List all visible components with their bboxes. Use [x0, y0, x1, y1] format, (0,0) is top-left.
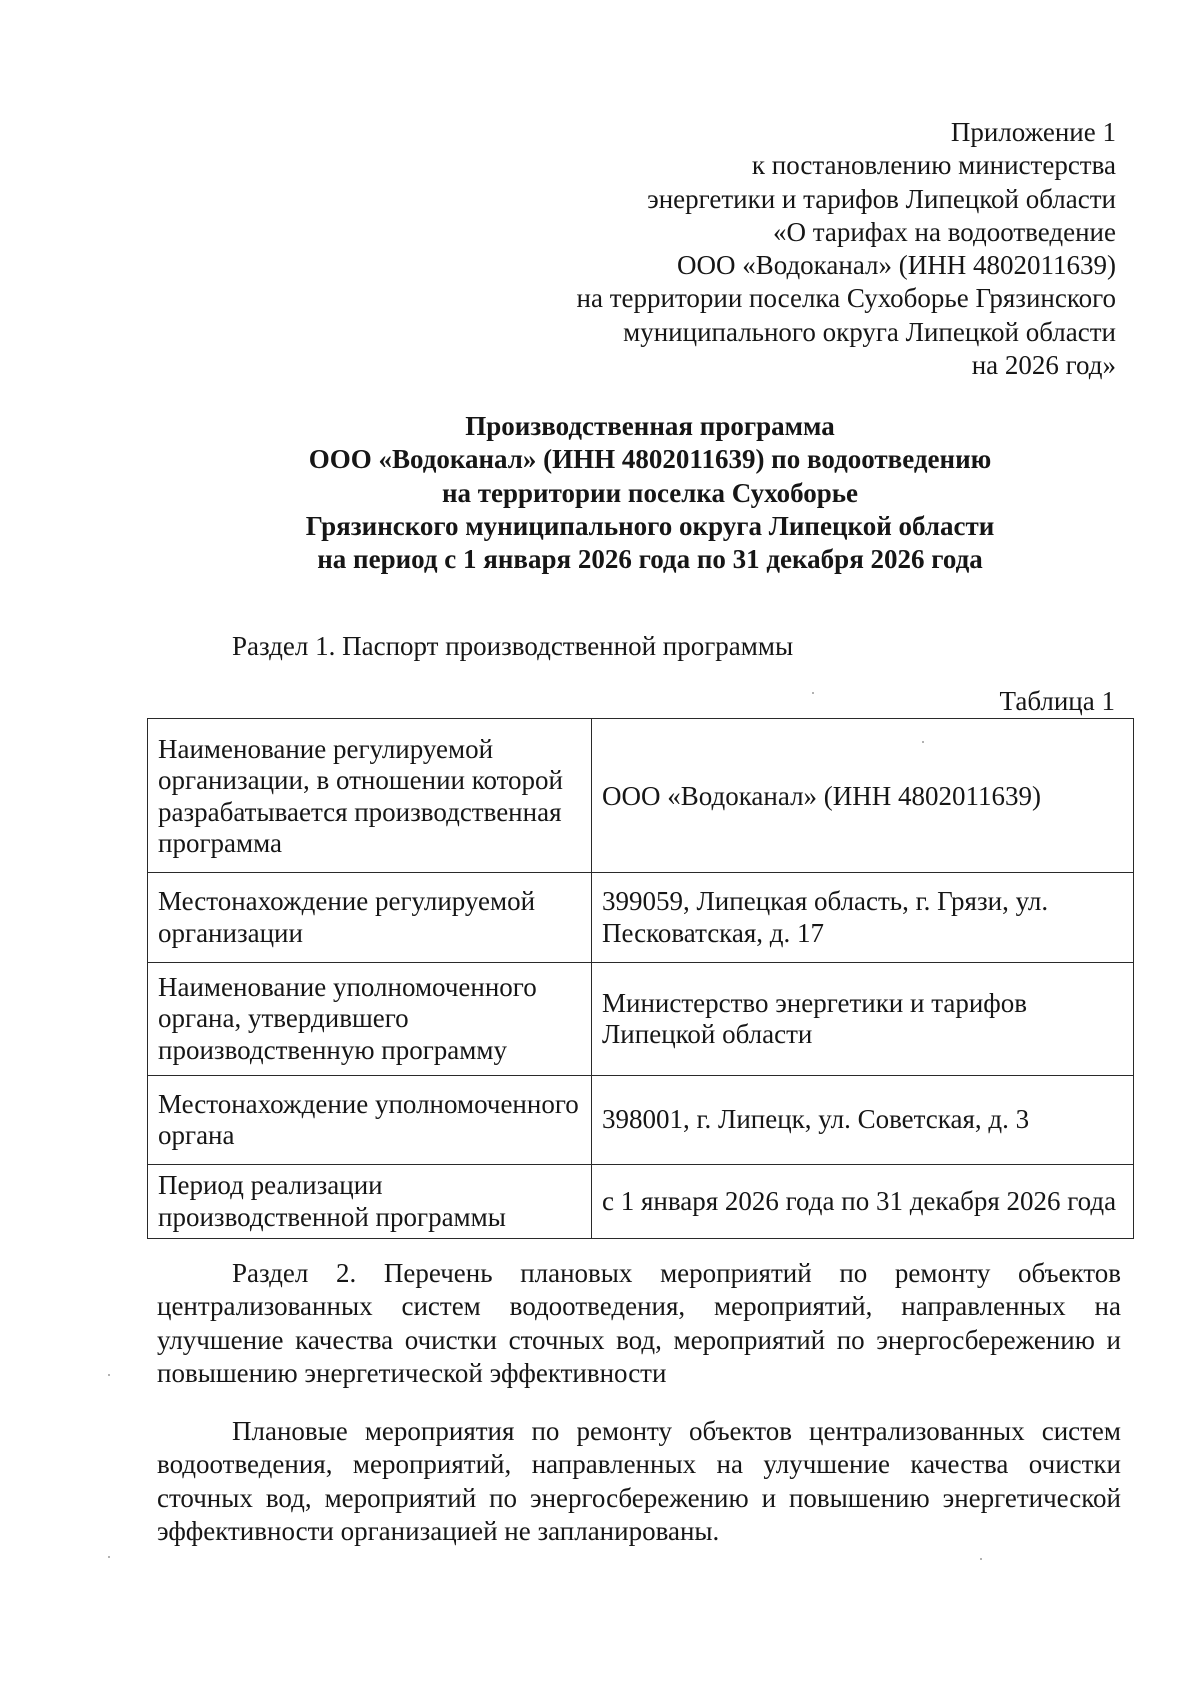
table-caption: Таблица 1	[999, 686, 1115, 716]
annex-header	[577, 116, 1116, 382]
row-value: ООО «Водоканал» (ИНН 4802011639)	[592, 719, 1134, 873]
section-2-heading: Раздел 2. Перечень плановых мероприятий по ремонту объектов централизованных систем водоотведения, мероприятий, направленных на улучшение качества очистки сточных вод, мероприятий по энергосбережению и повышению энергетической эффективности	[157, 1258, 1121, 1388]
title-line: Производственная программа	[465, 411, 835, 441]
title-line: Грязинского муниципального округа Липецкой области	[305, 510, 995, 541]
row-value: 399059, Липецкая область, г. Грязи, ул. Песковатская, д. 17	[592, 873, 1134, 963]
table-row	[148, 1076, 1134, 1165]
annex-line: Приложение 1	[950, 117, 1116, 147]
scan-speck	[922, 741, 924, 743]
document-title	[150, 410, 1150, 576]
annex-line: «О тарифах на водоотведение	[772, 216, 1116, 247]
annex-line: к постановлению министерства	[751, 150, 1116, 181]
title-line: ООО «Водоканал» (ИНН 4802011639) по водоотведению	[308, 444, 992, 475]
row-label: Местонахождение регулируемой организации	[148, 873, 592, 963]
row-label: Наименование регулируемой организации, в отношении которой разрабатывается производственная программа	[148, 719, 592, 873]
table-row	[148, 719, 1134, 873]
scan-speck	[108, 1556, 110, 1558]
section-1-heading: Раздел 1. Паспорт производственной программы	[232, 631, 794, 661]
row-value: Министерство энергетики и тарифов Липецкой области	[592, 963, 1134, 1076]
row-label: Период реализации производственной программы	[148, 1165, 592, 1239]
row-label: Наименование уполномоченного органа, утвердившего производственную программу	[148, 963, 592, 1076]
scan-speck	[108, 1374, 110, 1376]
annex-line: энергетики и тарифов Липецкой области	[647, 183, 1116, 214]
table-row	[148, 1165, 1134, 1239]
annex-line: ООО «Водоканал» (ИНН 4802011639)	[676, 250, 1116, 281]
table-row	[148, 873, 1134, 963]
title-line: на период с 1 января 2026 года по 31 декабря 2026 года	[317, 544, 983, 575]
title-line: на территории поселка Сухоборье	[441, 477, 859, 508]
scan-speck	[980, 1558, 982, 1560]
row-value: 398001, г. Липецк, ул. Советская, д. 3	[592, 1076, 1134, 1165]
scan-speck	[812, 692, 814, 694]
section-2-paragraph: Плановые мероприятия по ремонту объектов централизованных систем водоотведения, мероприятий, направленных на улучшение качества очистки сточных вод, мероприятий по энергосбережению и повышению энергетической эффективности организацией не запланированы.	[157, 1416, 1121, 1546]
passport-table	[147, 718, 1134, 1239]
annex-line: муниципального округа Липецкой области	[623, 316, 1116, 347]
annex-line: на 2026 год»	[971, 350, 1116, 381]
row-value: с 1 января 2026 года по 31 декабря 2026 года	[592, 1165, 1134, 1239]
table-row	[148, 963, 1134, 1076]
annex-line: на территории поселка Сухоборье Грязинского	[576, 283, 1116, 314]
row-label: Местонахождение уполномоченного органа	[148, 1076, 592, 1165]
